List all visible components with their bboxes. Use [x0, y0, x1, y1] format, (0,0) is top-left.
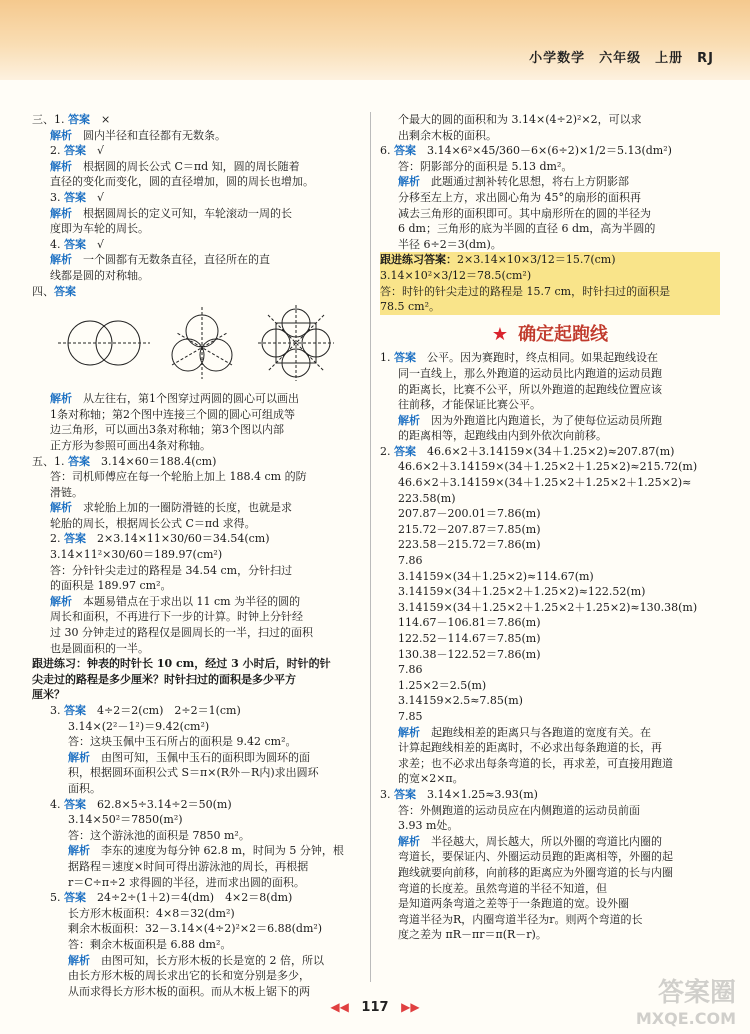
right-line: 解析 半径越大，周长越大，所以外圈的弯道比内圈的: [398, 834, 662, 848]
left-line: 解析 本题易错点在于求出以 11 cm 为半径的圆的: [50, 594, 301, 608]
left-line: 度即为车轮的周长。: [50, 222, 149, 236]
left-line: 2. 答案 √: [50, 144, 105, 158]
left-line: 积，根据圆环面积公式 S＝π×(R外－R内)求出圆环: [68, 766, 319, 780]
right-line: 78.5 cm²。: [380, 299, 720, 315]
left-line: 解析 由图可知，玉佩中玉石的面积即为圆环的面: [68, 750, 310, 764]
left-line: 跟进练习：钟表的时针长 10 cm，经过 3 小时后，时针的针: [32, 657, 331, 671]
right-line: 出剩余木板的面积。: [398, 128, 497, 142]
right-line: 度之差为 πR－πr＝π(R－r)。: [398, 928, 547, 942]
right-line: 计算起跑线相差的距离时，不必求出每条跑道的长，再: [398, 741, 662, 755]
left-line: 解析 李东的速度为每分钟 62.8 m，时间为 5 分钟，根: [68, 844, 344, 858]
left-line: 3. 答案 4÷2＝2(cm) 2÷2＝1(cm): [50, 704, 241, 717]
right-line: 7.85: [398, 709, 423, 723]
right-line: 答：时针的针尖走过的路程是 15.7 cm，时针扫过的面积是: [380, 284, 720, 300]
right-line: 215.72－207.87＝7.85(m): [398, 522, 541, 536]
left-line: 线都是圆的对称轴。: [50, 268, 149, 282]
left-line: 4. 答案 √: [50, 237, 105, 251]
right-line: 是知道两条弯道之差等于一条跑道的宽。设外圈: [398, 897, 629, 911]
left-line: 解析 由图可知，长方形木板的长是宽的 2 倍，所以: [68, 953, 324, 967]
right-line: 223.58－215.72＝7.86(m): [398, 538, 541, 552]
page-header: [0, 0, 750, 80]
left-line: 答：分针针尖走过的路程是 34.54 cm，分针扫过: [50, 563, 293, 577]
right-line: 答：外侧跑道的运动员应在内侧跑道的运动员前面: [398, 803, 640, 817]
right-line: 3.14×10²×3/12＝78.5(cm²): [380, 268, 720, 284]
left-line: 轮胎的周长，根据周长公式 C＝πd 求得。: [50, 516, 256, 530]
watermark: [636, 972, 736, 1028]
left-line: 2. 答案 2×3.14×11×30/60＝34.54(cm): [50, 532, 270, 546]
right-line: 答：阴影部分的面积是 5.13 dm²。: [398, 159, 573, 173]
left-line: 答：这块玉佩中玉石所占的面积是 9.42 cm²。: [68, 735, 297, 749]
left-line: 直径的变化而变化，圆的直径增加，圆的周长也增加。: [50, 175, 314, 189]
right-line: 减去三角形的面积即可。其中扇形所在的圆的半径为: [398, 206, 651, 220]
book-title: 小学数学 六年级 上册 RJ: [529, 51, 714, 66]
watermark-url: MXQE.COM: [635, 1009, 736, 1028]
right-line: 跟进练习答案：2×3.14×10×3/12＝15.7(cm): [380, 252, 720, 268]
right-line: 的距离相等，起跑线由内到外依次向前移。: [398, 429, 607, 443]
symmetry-circles-figure: [52, 303, 352, 383]
left-line: 三、1. 答案 ×: [32, 113, 111, 126]
left-line: 3.14×50²＝7850(m²): [68, 813, 183, 827]
right-line: 解析 此题通过割补转化思想，将右上方阴影部: [398, 175, 629, 189]
left-line: 解析 根据圆周长的定义可知，车轮滚动一周的长: [50, 206, 292, 220]
right-line: 解析 起跑线相差的距离只与各跑道的宽度有关。在: [398, 725, 651, 739]
left-line: 3.14×(2²－1²)＝9.42(cm²): [68, 719, 210, 733]
left-line: r＝C÷π÷2 求得圆的半径，进而求出圆的面积。: [68, 875, 305, 889]
right-line: 3.14159×(34＋1.25×2)≈114.67(m): [398, 569, 594, 583]
left-line: 尖走过的路程是多少厘米？时针扫过的面积是多少平方: [32, 672, 296, 686]
right-line: 求差；也不必求出每条弯道的长，再求差，可直接用跑道: [398, 756, 673, 770]
right-line: 7.86: [398, 663, 423, 677]
watermark-text: 答案圈: [657, 978, 736, 1008]
right-line: 6. 答案 3.14×6²×45/360－6×(6÷2)×1/2＝5.13(dm²): [380, 144, 672, 158]
right-line: 半径 6÷2＝3(dm)。: [398, 237, 502, 251]
right-line: 3. 答案 3.14×1.25≈3.93(m): [380, 787, 538, 801]
left-line: 解析 根据圆的周长公式 C＝πd 知，圆的周长随着: [50, 159, 300, 173]
left-line: 滑链。: [50, 485, 83, 499]
right-line: 弯道长，要保证内、外圈运动员跑的距离相等，外圈的起: [398, 850, 673, 864]
page-number: 117: [361, 1000, 389, 1015]
right-line: 3.14159×(34＋1.25×2＋1.25×2＋1.25×2)≈130.38(m): [398, 600, 698, 614]
left-line: 也是圆面积的一半。: [50, 641, 149, 655]
right-line: 个最大的圆的面积和为 3.14×(4÷2)²×2，可以求: [398, 113, 642, 126]
left-line: 解析 圆内半径和直径都有无数条。: [50, 128, 226, 142]
prev-arrows-icon: ◀◀: [330, 1000, 349, 1014]
left-line: 面积。: [68, 781, 101, 795]
left-line: 4. 答案 62.8×5÷3.14÷2＝50(m): [50, 797, 232, 811]
right-line: 223.58(m): [398, 491, 456, 505]
left-line: 答：剩余木板面积是 6.88 dm²。: [68, 937, 232, 951]
right-line: 114.67－106.81＝7.86(m): [398, 616, 541, 630]
left-line: [52, 303, 362, 383]
right-line: 1. 答案 公平。因为赛跑时，终点相同。如果起跑线设在: [380, 351, 658, 365]
left-line: 正方形为参照可画出4条对称轴。: [50, 438, 211, 452]
right-line: 往前移，才能保证比赛公平。: [398, 398, 541, 412]
right-line: 122.52－114.67＝7.85(m): [398, 632, 541, 645]
right-line: 的距离长，比赛不公平，所以外跑道的起跑线位置应该: [398, 382, 662, 396]
next-arrows-icon: ▶▶: [401, 1000, 420, 1014]
column-divider: [370, 112, 371, 982]
left-line: 从而求得长方形木板的面积。而从木板上锯下的两: [68, 984, 310, 998]
left-line: 周长和面积，不再进行下一步的计算。时钟上分针经: [50, 610, 303, 624]
right-line: 的宽×2×π。: [398, 772, 464, 786]
left-line: 1条对称轴；第2个图中连接三个圆的圆心可组成等: [50, 407, 295, 421]
left-line: 3. 答案 √: [50, 190, 105, 204]
left-line: 过 30 分钟走过的路程仅是圆周长的一半，扫过的面积: [50, 626, 313, 640]
left-line: 答：这个游泳池的面积是 7850 m²。: [68, 828, 250, 842]
left-line: 厘米？: [32, 688, 65, 702]
right-column: [380, 112, 720, 982]
right-line: 同一直线上，那么外跑道的运动员比内跑道的运动员跑: [398, 366, 662, 380]
right-line: 分移至左上方，求出圆心角为 45°的扇形的面积再: [398, 190, 641, 204]
left-line: 剩余木板面积：32－3.14×(4÷2)²×2＝6.88(dm²): [68, 922, 323, 936]
right-line: 3.93 m处。: [398, 819, 459, 833]
right-line: 207.87－200.01＝7.86(m): [398, 507, 541, 521]
left-line: 边三角形，可以画出3条对称轴；第3个图以内部: [50, 423, 284, 437]
right-line: 弯道半径为R，内圈弯道半径为r。则两个弯道的长: [398, 912, 643, 926]
left-line: 据路程＝速度×时间可得出游泳池的周长，再根据: [68, 859, 309, 873]
right-line: 跑线就要向前移，向前移的距离应为外圈弯道的长与内圈: [398, 865, 673, 879]
right-line: 1.25×2＝2.5(m): [398, 678, 487, 692]
left-line: 答：司机师傅应在每一个轮胎上加上 188.4 cm 的防: [50, 470, 307, 484]
left-line: 解析 求轮胎上加的一圈防滑链的长度，也就是求: [50, 501, 292, 515]
left-line: 的面积是 189.97 cm²。: [50, 579, 172, 593]
left-line: 由长方形木板的周长求出它的长和宽分别是多少，: [68, 969, 310, 983]
right-line: 3.14159×(34＋1.25×2＋1.25×2)≈122.52(m): [398, 585, 646, 599]
right-line: 2. 答案 46.6×2＋3.14159×(34＋1.25×2)≈207.87(m): [380, 444, 675, 458]
left-line: 解析 一个圆都有无数条直径，直径所在的直: [50, 253, 270, 267]
left-line: 长方形木板面积：4×8＝32(dm²): [68, 906, 235, 920]
left-line: 四、答案: [32, 284, 76, 298]
left-column: [32, 112, 362, 998]
right-line: 6 dm；三角形的底为半圆的直径 6 dm，高为半圆的: [398, 222, 656, 236]
right-line: 46.6×2＋3.14159×(34＋1.25×2＋1.25×2＋1.25×2)≈: [398, 476, 692, 490]
right-line: 3.14159×2.5≈7.85(m): [398, 694, 523, 708]
left-line: 5. 答案 24÷2÷(1＋2)＝4(dm) 4×2＝8(dm): [50, 891, 293, 905]
left-line: 3.14×11²×30/60＝189.97(cm²): [50, 548, 223, 562]
right-line: 弯道的长度差。虽然弯道的半径不知道，但: [398, 881, 607, 895]
right-line: ★ 确定起跑线: [491, 323, 609, 345]
right-line: 130.38－122.52＝7.86(m): [398, 647, 541, 661]
right-line: 解析 因为外跑道比内跑道长，为了使每位运动员所跑: [398, 413, 662, 427]
left-line: 五、1. 答案 3.14×60＝188.4(cm): [32, 454, 217, 468]
left-line: 解析 从左往右，第1个图穿过两圆的圆心可以画出: [50, 392, 299, 406]
right-line: 7.86: [398, 554, 423, 568]
right-line: 46.6×2＋3.14159×(34＋1.25×2＋1.25×2)≈215.72(m): [398, 460, 698, 474]
